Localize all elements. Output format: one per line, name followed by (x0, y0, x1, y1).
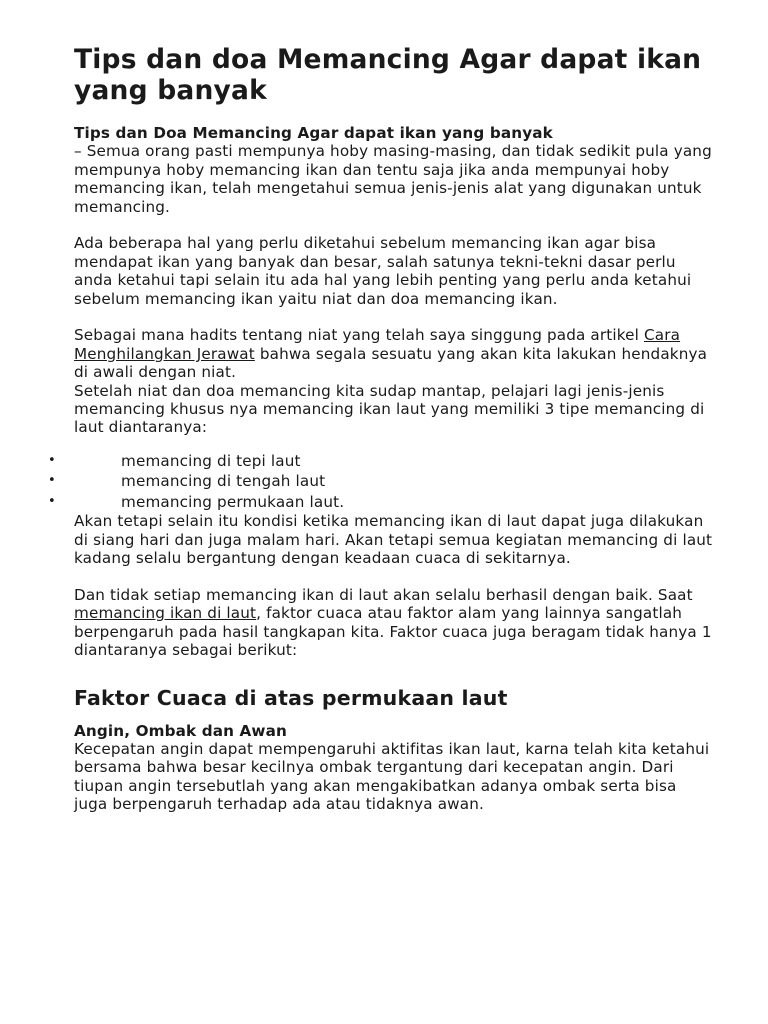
paragraph-6 (74, 586, 714, 660)
fishing-types-list (0, 451, 714, 513)
intro-text: – Semua orang pasti mempunya hoby masing-masing, dan tidak sedikit pula yang mempunya hoby memancing ikan dan tentu saja jika anda mempunyai hoby memancing ikan, telah mengetahui semua jenis-jenis alat yang digunakan untuk memancing. (74, 142, 712, 216)
paragraph-6-before: Dan tidak setiap memancing ikan di laut akan selalu berhasil dengan baik. Saat (74, 585, 693, 604)
section-heading: Faktor Cuaca di atas permukaan laut (74, 685, 508, 710)
link-cara-menghilangkan-jerawat[interactable]: Cara Menghilangkan Jerawat (74, 326, 681, 363)
article-title: Tips dan doa Memancing Agar dapat ikan yang banyak (74, 44, 702, 106)
subsection-heading: Angin, Ombak dan Awan (74, 721, 287, 740)
intro-paragraph (74, 124, 714, 216)
list-item (0, 471, 714, 492)
article (48, 44, 714, 814)
list-item-text: memancing di tepi laut (121, 451, 301, 470)
list-item-text: memancing permukaan laut. (121, 492, 345, 511)
paragraph-4: Setelah niat dan doa memancing kita sudap mantap, pelajari lagi jenis-jenis memancing khusus nya memancing ikan laut yang memiliki 3 tipe memancing di laut diantaranya: (74, 381, 705, 437)
paragraph-5: Akan tetapi selain itu kondisi ketika memancing ikan di laut dapat juga dilakukan di siang hari dan juga malam hari. Akan tetapi semua kegiatan memancing di laut kadang selalu bergantung dengan keadaan cuaca di sekitarnya. (74, 512, 713, 568)
link-memancing-ikan-di-laut[interactable]: memancing ikan di laut (74, 604, 257, 623)
paragraph-3-after: bahwa segala sesuatu yang akan kita lakukan hendaknya di awali dengan niat. (74, 344, 708, 382)
bullet-icon: • (48, 452, 56, 468)
list-item (0, 492, 714, 513)
paragraph-6-after: , faktor cuaca atau faktor alam yang lainnya sangatlah berpengaruh pada hasil tangkapan kita. Faktor cuaca juga beragam tidak hanya 1 diantaranya sebagai berikut: (74, 604, 712, 660)
bullet-icon: • (48, 493, 56, 509)
paragraph-2: Ada beberapa hal yang perlu diketahui sebelum memancing ikan agar bisa mendapat ikan yang banyak dan besar, salah satunya tekni-tekni dasar perlu anda ketahui tapi selain itu ada hal yang lebih penting yang perlu anda ketahui sebelum memancing ikan yaitu niat dan doa memancing ikan. (74, 234, 692, 308)
intro-lead: Tips dan Doa Memancing Agar dapat ikan yang banyak (74, 124, 553, 142)
paragraph-3 (74, 326, 714, 381)
paragraph-7: Kecepatan angin dapat mempengaruhi aktifitas ikan laut, karna telah kita ketahui bersama bahwa besar kecilnya ombak tergantung dari kecepatan angin. Dari tiupan angin tersebutlah yang akan mengakibatkan adanya ombak serta bisa juga berpengaruh terhadap ada atau tidaknya awan. (74, 740, 710, 814)
list-item (0, 451, 714, 472)
list-item-text: memancing di tengah laut (121, 472, 326, 491)
bullet-icon: • (48, 473, 56, 489)
paragraph-3-before: Sebagai mana hadits tentang niat yang telah saya singgung pada artikel (74, 326, 644, 345)
